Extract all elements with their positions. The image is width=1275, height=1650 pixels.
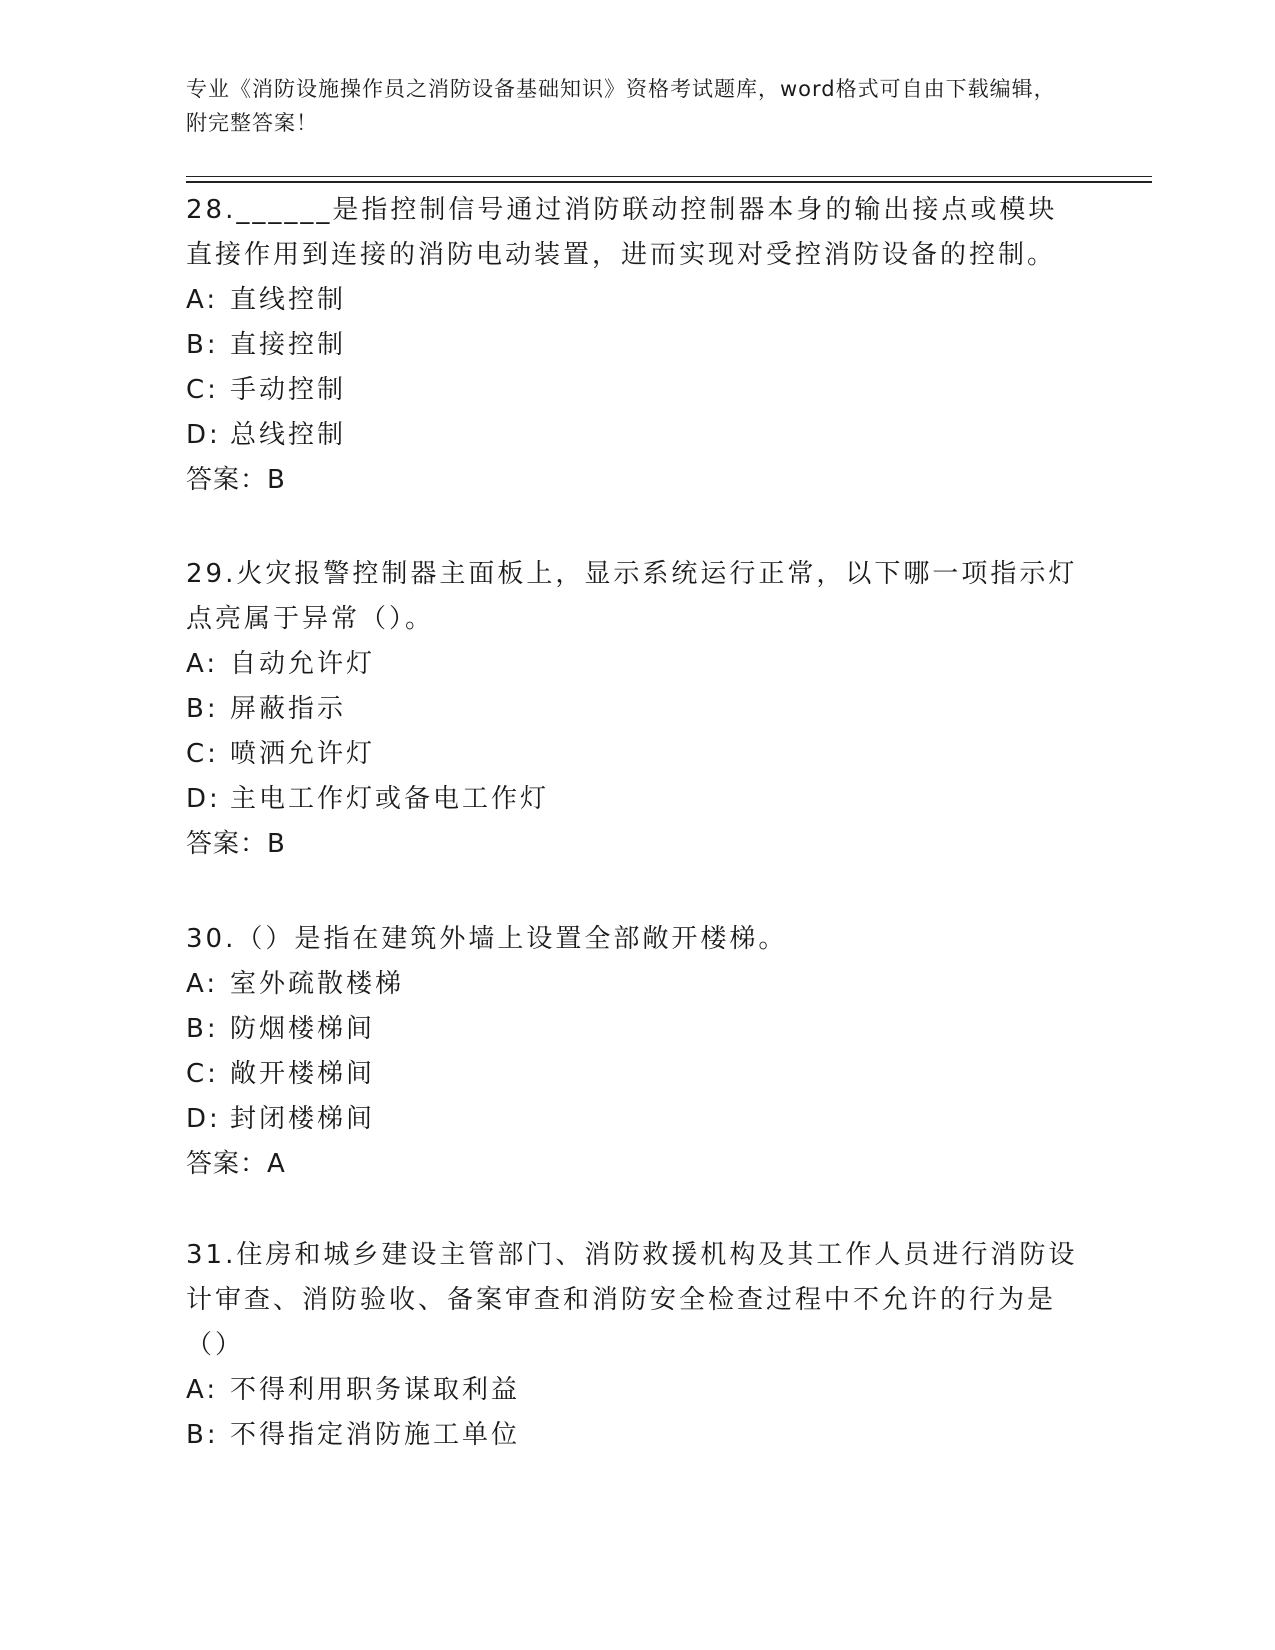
option-letter: B:	[186, 694, 219, 724]
option-letter: A:	[186, 285, 219, 315]
option-text: 总线控制	[230, 420, 347, 450]
option-b	[186, 687, 1086, 732]
question-stem: 31.住房和城乡建设主管部门、消防救援机构及其工作人员进行消防设计审查、消防验收、备案审查和消防安全检查过程中不允许的行为是（）	[186, 1240, 1078, 1360]
option-letter: C:	[186, 375, 219, 405]
question-stem: 28.______是指控制信号通过消防联动控制器本身的输出接点或模块直接作用到连接的消防电动装置，进而实现对受控消防设备的控制。	[186, 195, 1058, 270]
question-stem: 29.火灾报警控制器主面板上，显示系统运行正常，以下哪一项指示灯点亮属于异常（）。	[186, 559, 1078, 634]
answer-line: 答案：A	[186, 1149, 286, 1179]
option-text: 不得利用职务谋取利益	[230, 1375, 521, 1405]
option-a	[186, 1368, 1086, 1413]
option-c	[186, 732, 1086, 777]
option-text: 封闭楼梯间	[230, 1104, 376, 1134]
question-31	[186, 1233, 1086, 1458]
header-divider-thick	[186, 181, 1152, 183]
option-letter: B:	[186, 1014, 219, 1044]
question-stem: 30.（）是指在建筑外墙上设置全部敞开楼梯。	[186, 924, 788, 954]
option-text: 直接控制	[230, 330, 347, 360]
option-letter: D:	[186, 1104, 221, 1134]
answer-line: 答案：B	[186, 465, 286, 495]
option-b	[186, 323, 1086, 368]
option-letter: A:	[186, 969, 219, 999]
option-a	[186, 962, 1086, 1007]
option-text: 喷洒允许灯	[230, 739, 376, 769]
header-divider-thin	[186, 176, 1152, 177]
option-text: 主电工作灯或备电工作灯	[230, 784, 550, 814]
question-29	[186, 552, 1086, 867]
option-a	[186, 278, 1086, 323]
option-letter: C:	[186, 739, 219, 769]
question-30	[186, 917, 1086, 1187]
option-letter: C:	[186, 1059, 219, 1089]
option-text: 不得指定消防施工单位	[230, 1420, 521, 1450]
option-text: 屏蔽指示	[230, 694, 347, 724]
option-letter: A:	[186, 649, 219, 679]
document-header: 专业《消防设施操作员之消防设备基础知识》资格考试题库，word格式可自由下载编辑，附完整答案！	[186, 77, 1056, 135]
option-letter: D:	[186, 420, 221, 450]
option-c	[186, 368, 1086, 413]
question-28	[186, 188, 1086, 503]
option-text: 敞开楼梯间	[230, 1059, 376, 1089]
option-b	[186, 1413, 1086, 1458]
option-a	[186, 642, 1086, 687]
option-letter: B:	[186, 1420, 219, 1450]
option-text: 直线控制	[230, 285, 347, 315]
option-text: 自动允许灯	[230, 649, 376, 679]
option-d	[186, 777, 1086, 822]
option-text: 手动控制	[230, 375, 347, 405]
option-letter: B:	[186, 330, 219, 360]
answer-line: 答案：B	[186, 829, 286, 859]
option-text: 室外疏散楼梯	[230, 969, 405, 999]
option-text: 防烟楼梯间	[230, 1014, 376, 1044]
option-letter: D:	[186, 784, 221, 814]
option-c	[186, 1052, 1086, 1097]
option-d	[186, 413, 1086, 458]
option-b	[186, 1007, 1086, 1052]
option-d	[186, 1097, 1086, 1142]
option-letter: A:	[186, 1375, 219, 1405]
